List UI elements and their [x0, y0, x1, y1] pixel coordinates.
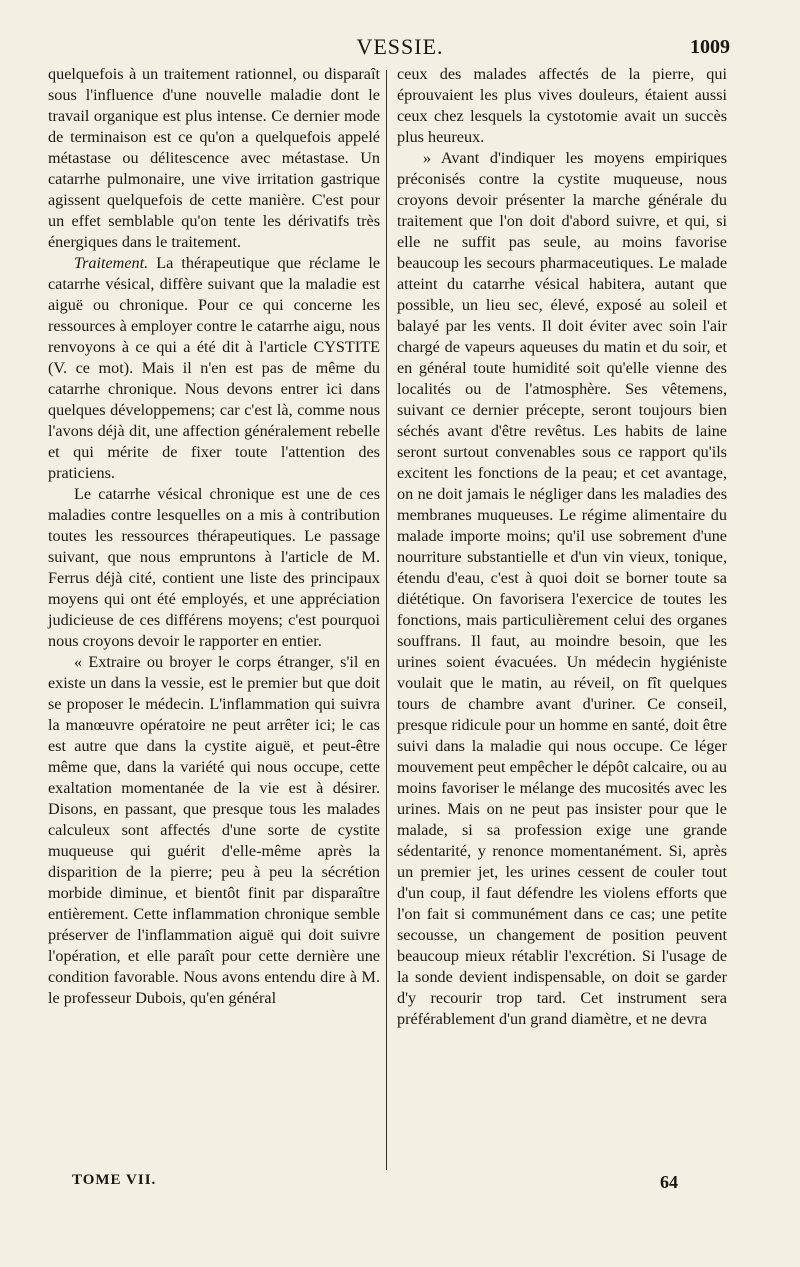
- page-number: 1009: [690, 36, 730, 58]
- paragraph: Le catarrhe vésical chronique est une de ces maladies contre lesquelles on a mis à contribution toutes les ressources thérapeutiques. Le passage suivant, que nous empruntons à l'article de M. Ferrus déjà cité, contient une liste des principaux moyens qui ont été employés, et une appréciation judicieuse de ces différens moyens; c'est pourquoi nous croyons devoir le rapporter en entier.: [48, 485, 380, 650]
- page-footer: [0, 1172, 800, 1198]
- column-divider: [386, 70, 387, 1170]
- volume-label: TOME VII.: [72, 1172, 157, 1188]
- paragraph: [48, 253, 380, 484]
- signature-mark: 64: [660, 1172, 678, 1192]
- running-title: VESSIE.: [356, 34, 444, 59]
- left-column: [48, 64, 380, 1009]
- paragraph-text: La thérapeutique que réclame le catarrhe vésical, diffère suivant que la maladie est aiguë ou chronique. Pour ce qui concerne les ressources à employer contre le catarrhe aigu, nous renvoyons à ce qui a été dit à l'article CYSTITE (V. ce mot). Mais il n'en est pas de même du catarrhe chronique. Nous devons entrer ici dans quelques développemens; car c'est là, comme nous l'avons déjà dit, une affection généralement rebelle et qui mérite de fixer toute l'attention des praticiens.: [48, 254, 380, 482]
- paragraph: quelquefois à un traitement rationnel, ou disparaît sous l'influence d'une nouvelle maladie dont le travail organique est plus intense. Ce dernier mode de terminaison est ce qu'on a quelquefois appelé métastase ou délitescence avec métastase. Un catarrhe pulmonaire, une vive irritation gastrique agissent quelquefois de cette manière. C'est pour un effet semblable qu'on tente les dérivatifs très énergiques dans le traitement.: [48, 65, 380, 251]
- page-header: [0, 34, 800, 64]
- paragraph: » Avant d'indiquer les moyens empiriques préconisés contre la cystite muqueuse, nous croyons devoir présenter la marche générale du traitement que l'on doit d'abord suivre, et qui, si elle ne suffit pas seule, au moins favorise beaucoup les secours pharmaceutiques. Le malade atteint du catarrhe vésical habitera, autant que possible, un lieu sec, élevé, exposé au soleil et balayé par les vents. Il doit éviter avec soin l'air chargé de vapeurs aqueuses du matin et du soir, et en général toute humidité soit qu'elle vienne des localités ou de l'atmosphère. Ses vêtemens, suivant ce dernier précepte, seront toujours bien séchés avant d'être revêtus. Les habits de laine seront surtout convenables sous ce rapport qu'ils excitent les fonctions de la peau; et cet avantage, on ne doit jamais le négliger dans les maladies des membranes muqueuses. Le régime alimentaire du malade importe moins; qu'il use sobrement d'une nourriture substantielle et d'un vin vieux, tonique, étendu d'eau, c'est à quoi doit se borner toute sa diététique. On favorisera l'exercice de toutes les fonctions, mais particulièrement celui des organes souffrans. Il faut, au moindre besoin, que les urines soient évacuées. Un médecin hygiéniste voulait que le matin, au réveil, on fît quelques tours de chambre avant d'uriner. Ce conseil, presque ridicule pour un homme en santé, doit être suivi dans la maladie qui nous occupe. Ce léger mouvement peut empêcher le dépôt calcaire, ou au moins favoriser le mélange des mucosités avec les urines. Mais on ne peut pas insister pour que le malade, si sa profession exige une grande sédentarité, y renonce momentanément. Si, après un premier jet, les urines cessent de couler tout d'un coup, il faut défendre les violens efforts que l'on fait si communément dans ce cas; une petite secousse, un changement de position peuvent beaucoup mieux rétablir l'excrétion. Si l'usage de la sonde devient indispensable, on doit se garder d'y recourir trop tard. Cet instrument sera préférablement d'un grand diamètre, et ne devra: [397, 149, 727, 1028]
- paragraph: ceux des malades affectés de la pierre, qui éprouvaient les plus vives douleurs, étaient aussi ceux chez lesquels la cystotomie avait un succès plus heureux.: [397, 65, 727, 146]
- right-column: [397, 64, 727, 1030]
- paragraph: « Extraire ou broyer le corps étranger, s'il en existe un dans la vessie, est le premier but que doit se proposer le médecin. L'inflammation qui suivra la manœuvre opératoire ne peut arrêter ici; le cas est autre que dans la cystite aiguë, et peut-être même que, dans la variété qui nous occupe, cette exaltation momentanée de la vie est à désirer. Disons, en passant, que presque tous les malades calculeux sont affectés d'une sorte de cystite muqueuse qui guérit d'elle-même après la disparition de la pierre; peu à peu la sécrétion morbide diminue, et bientôt finit par disparaître entièrement. Cette inflammation chronique semble préserver de l'inflammation aiguë qui doit suivre l'opération, et elle paraît pour cette dernière une condition favorable. Nous avons entendu dire à M. le professeur Dubois, qu'en général: [48, 653, 380, 1007]
- section-title: Traitement.: [74, 254, 149, 272]
